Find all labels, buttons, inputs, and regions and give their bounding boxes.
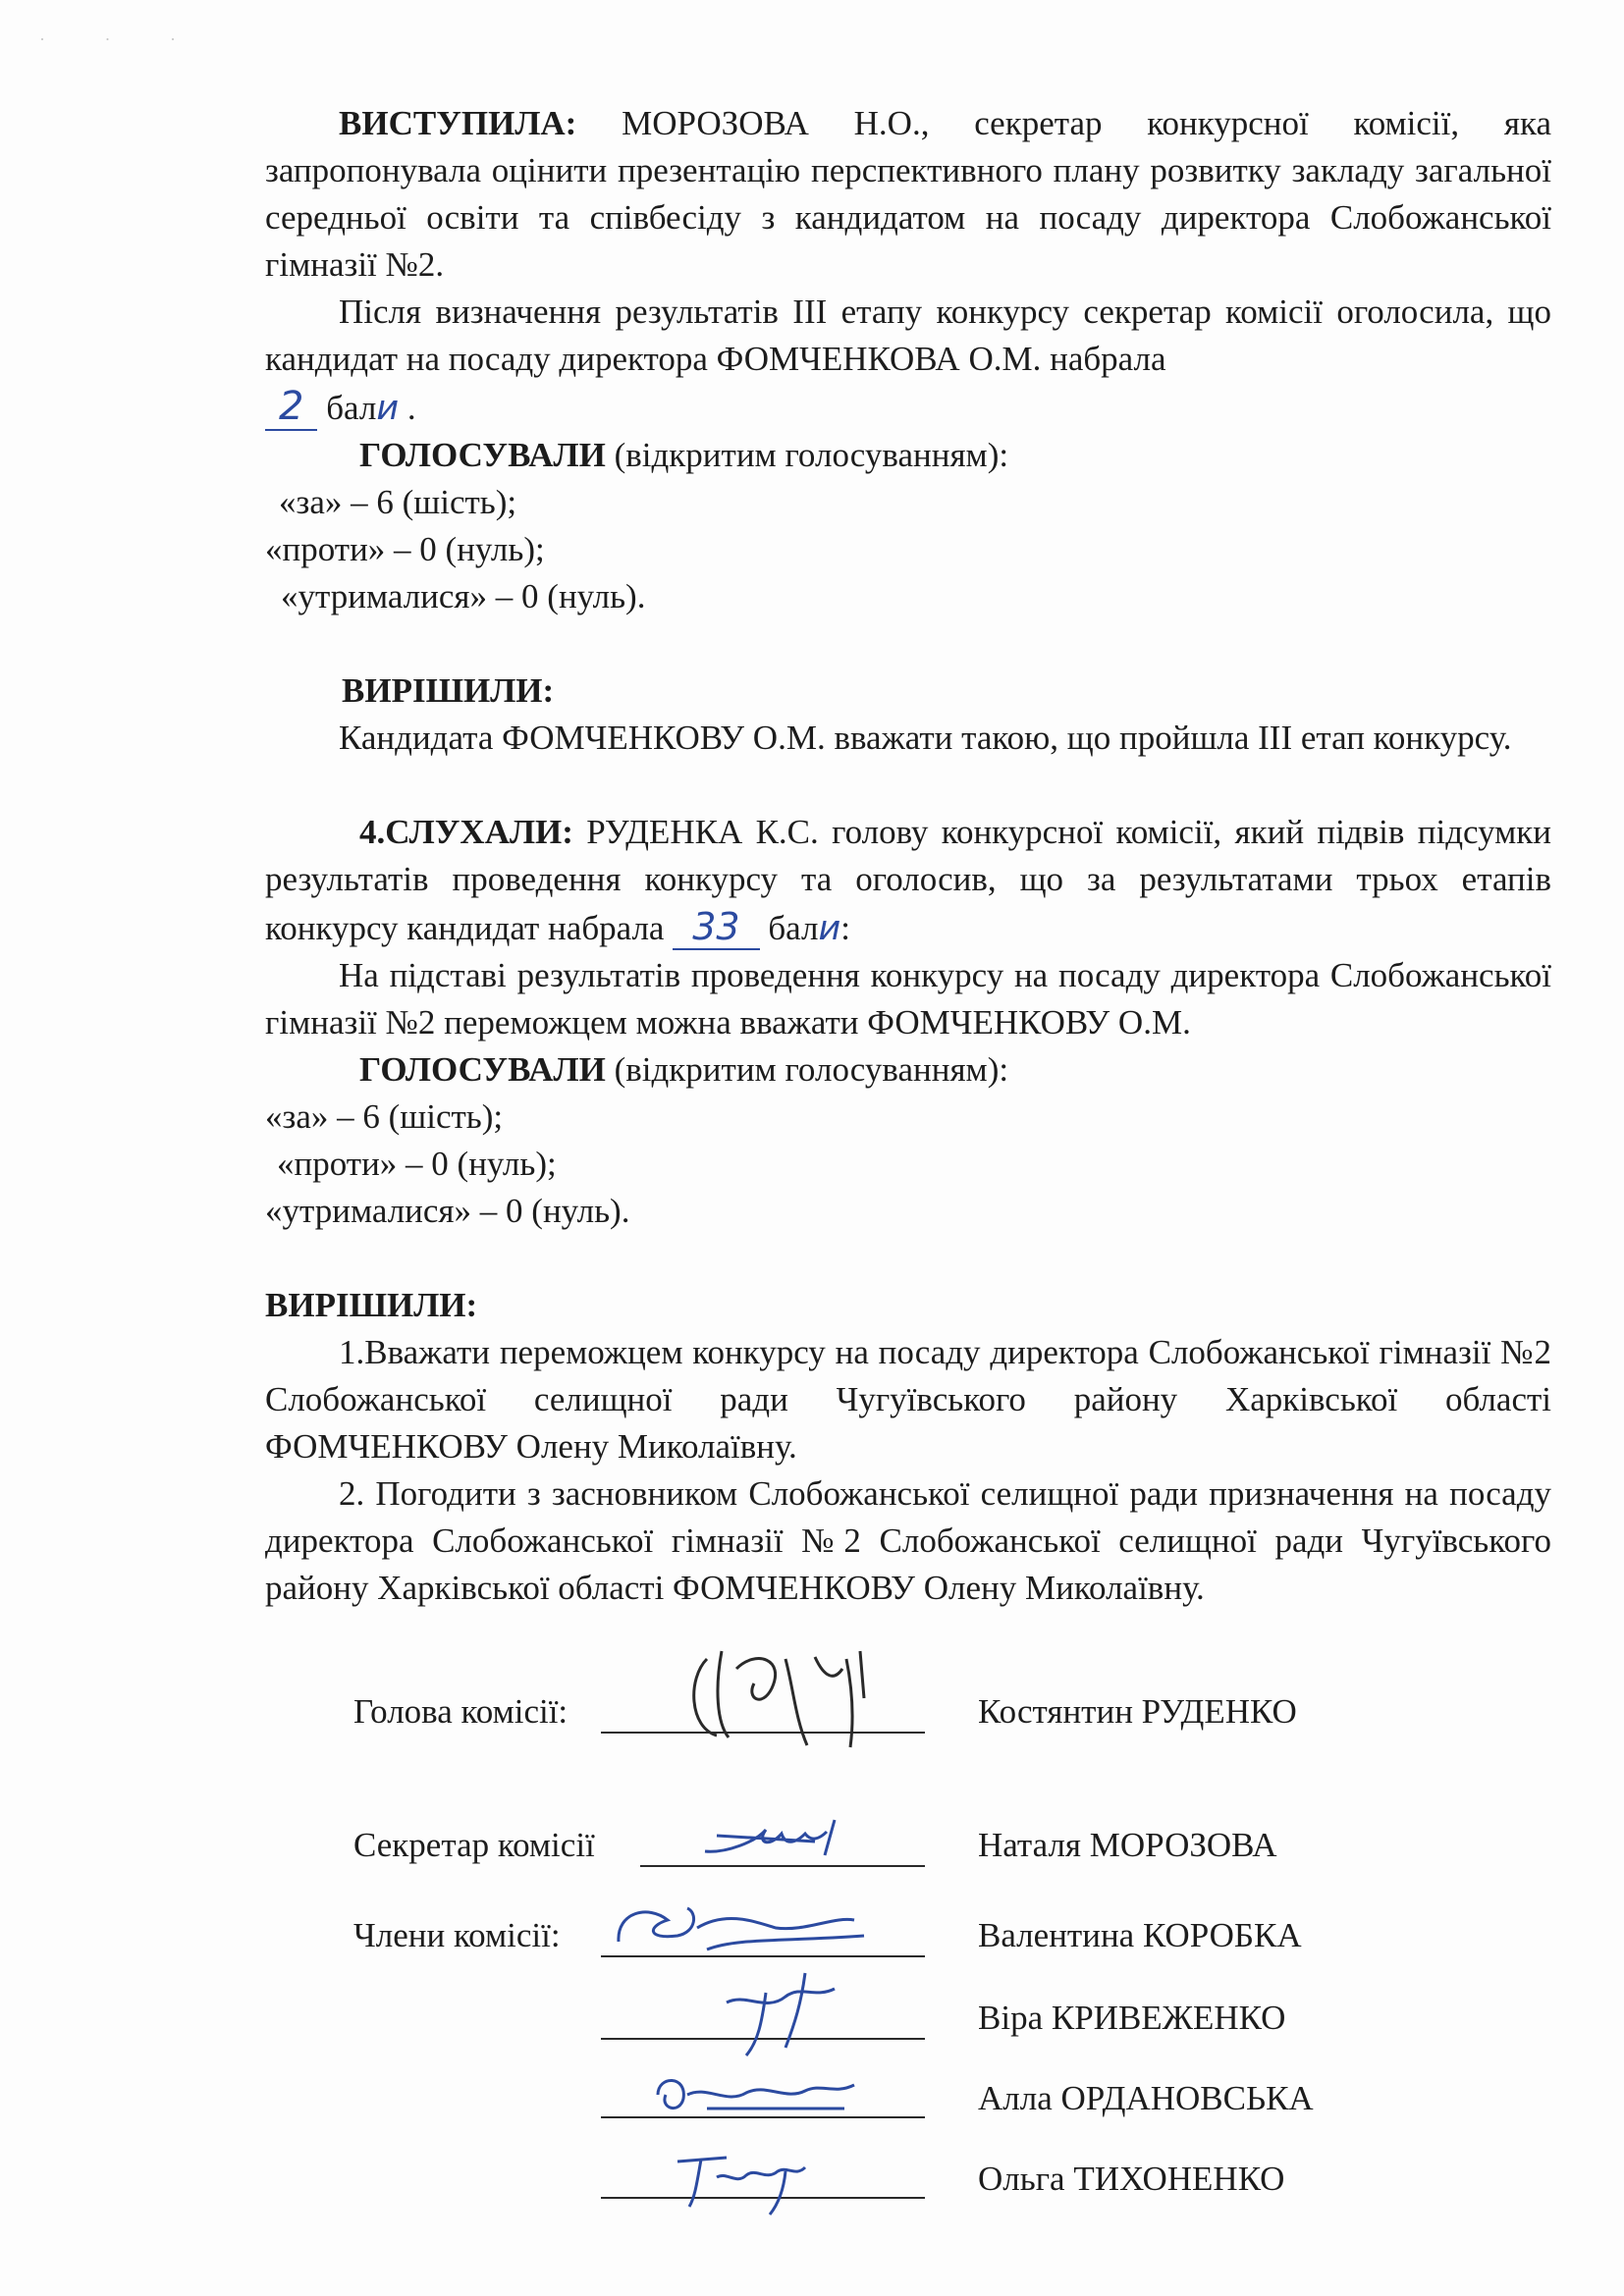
vote1-heading	[359, 432, 1551, 479]
member1-signature	[609, 1893, 884, 1971]
score-unit-1a: бал	[326, 389, 377, 427]
vote2-heading	[359, 1046, 1551, 1094]
handwritten-score-2: 33	[673, 905, 759, 950]
member4-signature	[668, 2142, 825, 2220]
member2-signature-line	[601, 2038, 925, 2040]
vote1-for: «за» – 6 (шість);	[279, 483, 517, 521]
decided2-heading: ВИРІШИЛИ:	[265, 1286, 478, 1324]
decided2-item-2: 2. Погодити з засновником Слобожанської селищної ради призначення на посаду директора Слобожанської гімназії №2 Слобожанської селищної ради Чугуївського району Харківської області ФОМЧЕНКОВУ Олену Миколаївну.	[265, 1474, 1551, 1607]
secretary-signature-line	[640, 1865, 925, 1867]
heard-paragraph	[265, 809, 1551, 952]
vote1-against: «проти» – 0 (нуль);	[265, 530, 545, 568]
chair-label: Голова комісії:	[353, 1692, 568, 1731]
member2-signature	[707, 1953, 864, 2061]
vote1-lead: ГОЛОСУВАЛИ	[359, 436, 606, 474]
member3-name: Алла ОРДАНОВСЬКА	[978, 2079, 1314, 2117]
chair-name: Костянтин РУДЕНКО	[978, 1692, 1297, 1731]
secretary-name: Наталя МОРОЗОВА	[978, 1826, 1277, 1864]
member3-signature-line	[601, 2116, 925, 2118]
speech-paragraph	[265, 100, 1551, 289]
member3-signature	[648, 2065, 864, 2124]
vote2-for: «за» – 6 (шість);	[265, 1097, 504, 1136]
secretary-signature	[697, 1812, 854, 1871]
speech-text: МОРОЗОВА Н.О., секретар конкурсної комісії, яка запропонувала оцінити презентацію перспективного плану розвитку закладу загальної середньої освіти та співбесіду з кандидатом на посаду директора Слобожанської гімназії №2.	[265, 104, 1551, 284]
member2-name: Віра КРИВЕЖЕНКО	[978, 1999, 1286, 2037]
vote2-lead: ГОЛОСУВАЛИ	[359, 1050, 606, 1089]
score-end-2: :	[840, 909, 850, 947]
chair-signature-line	[601, 1732, 925, 1734]
decided1-text: Кандидата ФОМЧЕНКОВУ О.М. вважати такою, що пройшла ІІІ етап конкурсу.	[339, 719, 1512, 757]
vote2-tail: (відкритим голосуванням):	[605, 1050, 1009, 1089]
vote1-tail: (відкритим голосуванням):	[605, 436, 1009, 474]
scan-artifacts: · · ·	[39, 29, 203, 49]
member1-name: Валентина КОРОБКА	[978, 1916, 1302, 1954]
member1-signature-line	[601, 1955, 925, 1957]
score-unit-2b: и	[818, 909, 841, 948]
score-line-1	[265, 383, 1551, 432]
score-end-1: .	[399, 389, 416, 427]
member4-name: Ольга ТИХОНЕНКО	[978, 2160, 1285, 2198]
decided1-heading: ВИРІШИЛИ:	[342, 671, 555, 710]
heard-text: РУДЕНКА К.С. голову конкурсної комісії, який підвів підсумки результатів проведення конкурсу та оголосив, що за результатами трьох етапів конкурсу кандидат набрала	[265, 813, 1551, 947]
heard-lead: 4.СЛУХАЛИ:	[359, 813, 573, 851]
secretary-label: Секретар комісії	[353, 1826, 595, 1864]
score-unit-2a: бал	[768, 909, 819, 947]
chair-signature	[677, 1629, 893, 1757]
vote2-against: «проти» – 0 (нуль);	[277, 1145, 557, 1183]
handwritten-score-1: 2	[265, 384, 317, 431]
speech-lead: ВИСТУПИЛА:	[339, 104, 577, 142]
results-text: Після визначення результатів ІІІ етапу конкурсу секретар комісії оголосила, що кандидат на посаду директора ФОМЧЕНКОВА О.М. набрала	[265, 293, 1551, 378]
vote1-abstain: «утрималися» – 0 (нуль).	[281, 577, 646, 615]
decided2-item-1: 1.Вважати переможцем конкурсу на посаду директора Слобожанської гімназії №2 Слобожанської селищної ради Чугуївського району Харківської області ФОМЧЕНКОВУ Олену Миколаївну.	[265, 1333, 1551, 1466]
results-paragraph	[265, 289, 1551, 383]
score-unit-1b: и	[376, 389, 400, 428]
members-label: Члени комісії:	[353, 1916, 561, 1954]
protocol-body	[265, 100, 1551, 1612]
vote2-abstain: «утрималися» – 0 (нуль).	[265, 1192, 630, 1230]
basis-paragraph: На підставі результатів проведення конкурсу на посаду директора Слобожанської гімназії №2 переможцем можна вважати ФОМЧЕНКОВУ О.М.	[265, 956, 1551, 1041]
member4-signature-line	[601, 2197, 925, 2199]
